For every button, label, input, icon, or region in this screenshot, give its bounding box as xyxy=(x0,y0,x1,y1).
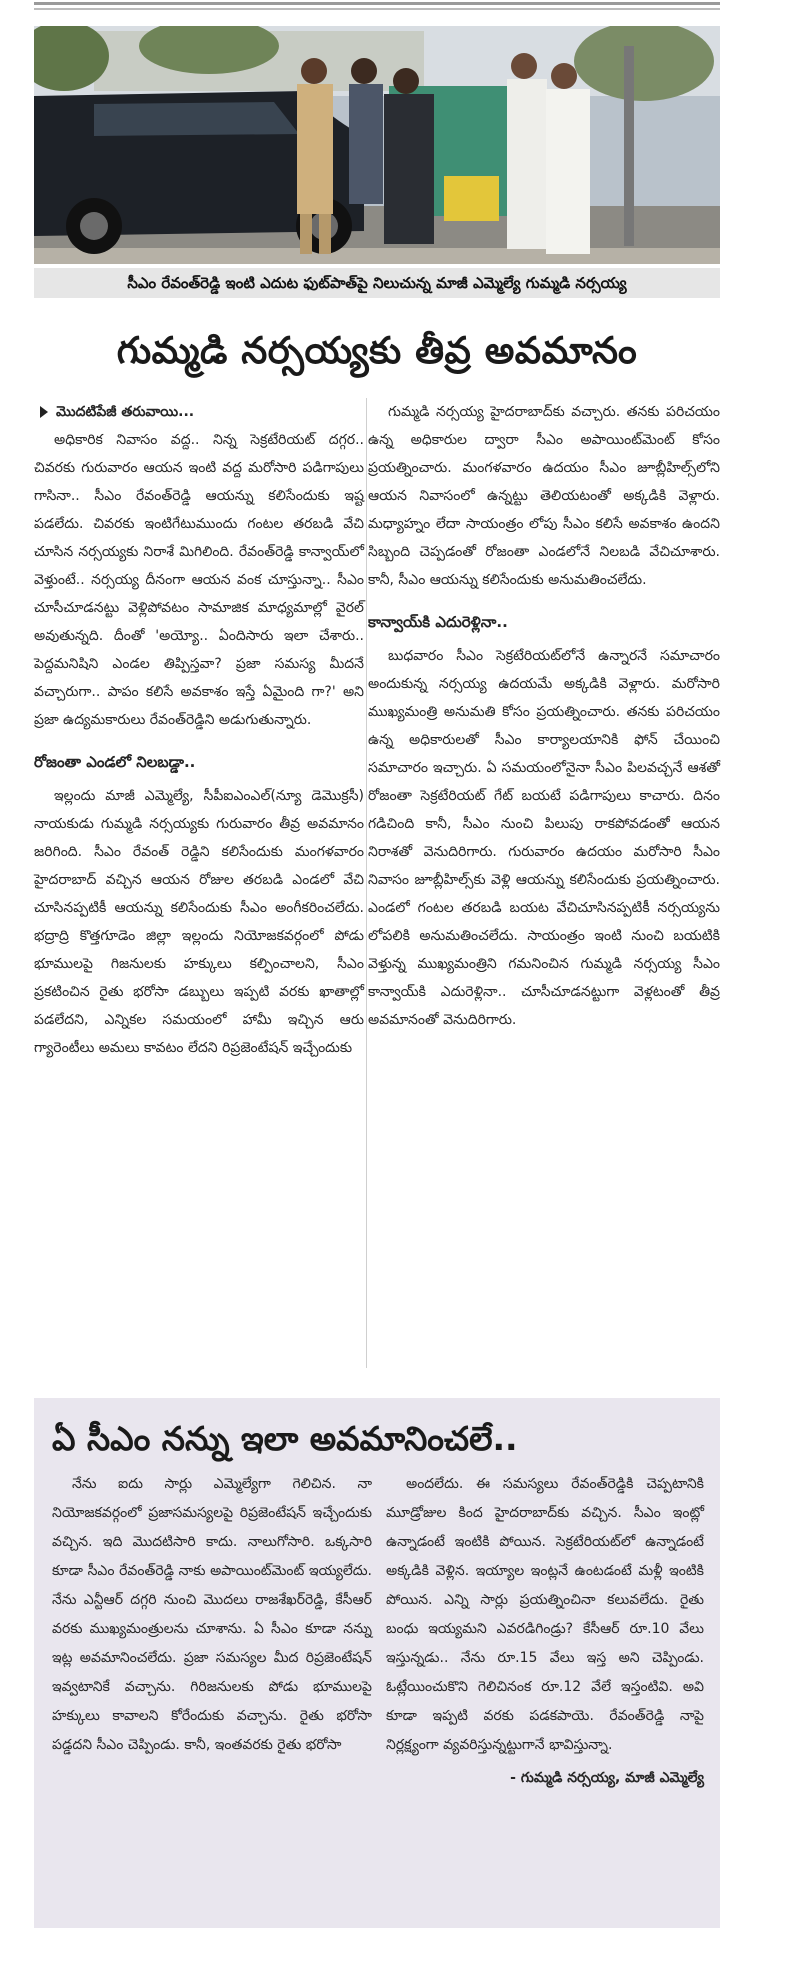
quote-column-1 xyxy=(52,1470,372,1760)
article-paragraph: అధికారిక నివాసం వద్ద.. నిన్న సెక్రటేరియట్ దగ్గర.. చివరకు గురువారం ఆయన ఇంటి వద్ద మరోసారి పడిగాపులు గాసినా.. సీఎం రేవంత్‌రెడ్డి ఆయన్ను కలిసేందుకు ఇష్ట పడలేదు. చివరకు ఇంటిగేటుముందు గంటల తరబడి వేచి చూసిన నర్సయ్యకు నిరాశే మిగిలింది. రేవంత్‌రెడ్డి కాన్వాయ్‌లో వెళ్తుంటే.. నర్సయ్య దీనంగా ఆయన వంక చూస్తున్నా.. సీఎం చూసీచూడనట్టు వెళ్లిపోవటం సామాజిక మాధ్యమాల్లో వైరల్ అవుతున్నది. దీంతో 'అయ్యో.. ఏందిసారు ఇలా చేశారు.. పెద్దమనిషిని ఎండల తిప్పిస్తవా? ప్రజా సమస్య మీదనే వచ్చారుగా.. పాపం కలిసే అవకాశం ఇస్తే ఏమైంది గా?' అని ప్రజా ఉద్యమకారులు రేవంత్‌రెడ్డిని అడుగుతున్నారు. xyxy=(34,432,364,728)
top-rule xyxy=(34,2,720,5)
headline: గుమ్మడి నర్సయ్యకు తీవ్ర అవమానం xyxy=(116,329,638,372)
news-photo xyxy=(34,26,720,264)
photo-caption: సీఎం రేవంత్‌రెడ్డి ఇంటి ఎదుట ఫుట్‌పాత్‌పై నిలుచున్న మాజీ ఎమ్మెల్యే గుమ్మడి నర్సయ్య xyxy=(34,268,720,298)
article-paragraph: బుధవారం సీఎం సెక్రటేరియట్‌లోనే ఉన్నారనే సమాచారం అందుకున్న నర్సయ్య ఉదయమే అక్కడికి వెళ్లారు. మరోసారి ముఖ్యమంత్రి అనుమతి కోసం ప్రయత్నించారు. తనకు పరిచయం ఉన్న అధికారులతో సీఎం కార్యాలయానికి ఫోన్ చేయించి సమాచారం ఇచ్చారు. ఏ సమయంలోనైనా సీఎం పిలవచ్చనే ఆశతో రోజంతా సెక్రటేరియట్ గేట్ బయటే పడిగాపులు కాచారు. దినం గడిచింది కానీ, సీఎం నుంచి పిలుపు రాకపోవడంతో ఆయన నిరాశతో వెనుదిరిగారు. గురువారం ఉదయం మరోసారి సీఎం నివాసం జూబ్లీహిల్స్‌కు వెళ్లి ఆయన్ను కలిసేందుకు ప్రయత్నించారు. ఎండలో గంటల తరబడి బయట వేచిచూసినప్పటికీ నర్సయ్యను లోపలికి అనుమతించలేదు. సాయంత్రం ఇంటి నుంచి బయటికి వెళ్తున్న ముఖ్యమంత్రిని గమనించిన గుమ్మడి నర్సయ్య సీఎం కాన్వాయ్‌కి ఎదురెళ్లినా.. చూసీచూడనట్టుగా వెళ్లటంతో తీవ్ర అవమానంతో వెనుదిరిగారు. xyxy=(368,648,720,1028)
arrow-right-icon xyxy=(40,406,48,418)
quote-paragraph: నేను ఐదు సార్లు ఎమ్మెల్యేగా గెలిచిన. నా నియోజకవర్గంలో ప్రజాసమస్యలపై రిప్రజెంటేషన్ ఇచ్చేందుకు వచ్చిన. ఇది మొదటిసారి కాదు. నాలుగోసారి. ఒక్కసారి కూడా సీఎం రేవంత్‌రెడ్డి నాకు అపాయింట్‌మెంట్ ఇయ్యలేదు. నేను ఎన్టీఆర్ దగ్గరి నుంచి మొదలు రాజశేఖర్‌రెడ్డి, కేసీఆర్ వరకు ముఖ్యమంత్రులను చూశాను. ఏ సీఎం కూడా నన్ను ఇట్ల అవమానించలేదు. ప్రజా సమస్యల మీద రిప్రజెంటేషన్ ఇవ్వటానికే వచ్చాను. గిరిజనులకు పోడు భూములపై హక్కులు కావాలని కోరేందుకు వచ్చాను. రైతు భరోసా పడ్డదని సీఎం చెప్పిండు. కానీ, ఇంతవరకు రైతు భరోసా xyxy=(52,1476,372,1753)
column-divider xyxy=(366,398,367,1368)
article-paragraph: ఇల్లందు మాజీ ఎమ్మెల్యే, సీపీఐఎంఎల్(న్యూ డెమొక్రసీ) నాయకుడు గుమ్మడి నర్సయ్యకు గురువారం తీవ్ర అవమానం జరిగింది. సీఎం రేవంత్ రెడ్డిని కలిసేందుకు మంగళవారం హైదరాబాద్ వచ్చిన ఆయన రోజుల తరబడి ఎండలో వేచి చూసినప్పటికీ ఆయన్ను కలిసేందుకు సీఎం అంగీకరించలేదు. భద్రాద్రి కొత్తగూడెం జిల్లా ఇల్లందు నియోజకవర్గంలో పోడు భూములపై గిజనులకు హక్కులు కల్పించాలని, సీఎం ప్రకటించిన రైతు భరోసా డబ్బులు ఇప్పటి వరకు ఖాతాల్లో పడలేదని, ఎన్నికల సమయంలో హామీ ఇచ్చిన ఆరు గ్యారెంటీలు అమలు కావటం లేదని రిప్రజెంటేషన్ ఇచ్చేందుకు xyxy=(34,788,364,1056)
quote-box-title: ఏ సీఎం నన్ను ఇలా అవమానించలే.. xyxy=(52,1419,518,1458)
continued-label: మొదటిపేజీ తరువాయి... xyxy=(56,404,195,420)
subheading: రోజంతా ఎండలో నిలబడ్డా.. xyxy=(34,753,196,771)
quote-box xyxy=(34,1398,720,1928)
article-column-2 xyxy=(368,398,720,1034)
subheading: కాన్వాయ్‌కి ఎదురెళ్లినా.. xyxy=(368,613,508,631)
top-rule-thin xyxy=(34,8,720,10)
article-paragraph: గుమ్మడి నర్సయ్య హైదరాబాద్‌కు వచ్చారు. తనకు పరిచయం ఉన్న అధికారుల ద్వారా సీఎం అపాయింట్‌మెంట్ కోసం ప్రయత్నించారు. మంగళవారం ఉదయం సీఎం జూబ్లీహిల్స్‌లోని ఆయన నివాసంలో ఉన్నట్టు తెలియటంతో అక్కడికి వెళ్లారు. మధ్యాహ్నం లేదా సాయంత్రం లోపు సీఎం కలిసే అవకాశం ఉందని సిబ్బంది చెప్పడంతో రోజంతా ఎండలోనే నిలబడి వేచిచూశారు. కానీ, సీఎం ఆయన్ను కలిసేందుకు అనుమతించలేదు. xyxy=(368,404,720,588)
continued-from-front xyxy=(34,398,364,426)
quote-paragraph: అందలేదు. ఈ సమస్యలు రేవంత్‌రెడ్డికి చెప్పటానికి మూడ్రోజుల కింద హైదరాబాద్‌కు వచ్చిన. సీఎం ఇంట్లో ఉన్నాడంటే ఇంటికి పోయిన. సెక్రటేరియట్‌లో ఉన్నాడంటే అక్కడికి వెళ్లిన. ఇయ్యాల ఇంట్లనే ఉంటడంటే మళ్లీ ఇంటికి పోయిన. ఎన్ని సార్లు ప్రయత్నించినా కలువలేదు. రైతు బంధు ఇయ్యమని ఎవరడిగిండ్రు? కేసీఆర్ రూ.10 వేలు ఇస్తున్నడు.. నేను రూ.15 వేలు ఇస్త అని చెప్పిండు. ఓట్లేయించుకొని గెలిచినంక రూ.12 వేలే ఇస్తంటివి. అవి కూడా ఇప్పటి వరకు పడకపాయె. రేవంత్‌రెడ్డి నాపై నిర్లక్ష్యంగా వ్యవరిస్తున్నట్టుగానే భావిస్తున్నా. xyxy=(386,1476,704,1753)
quote-signature: - గుమ్మడి నర్సయ్య, మాజీ ఎమ్మెల్యే xyxy=(510,1770,704,1786)
quote-column-2 xyxy=(386,1470,704,1793)
article-column-1 xyxy=(34,398,364,1062)
